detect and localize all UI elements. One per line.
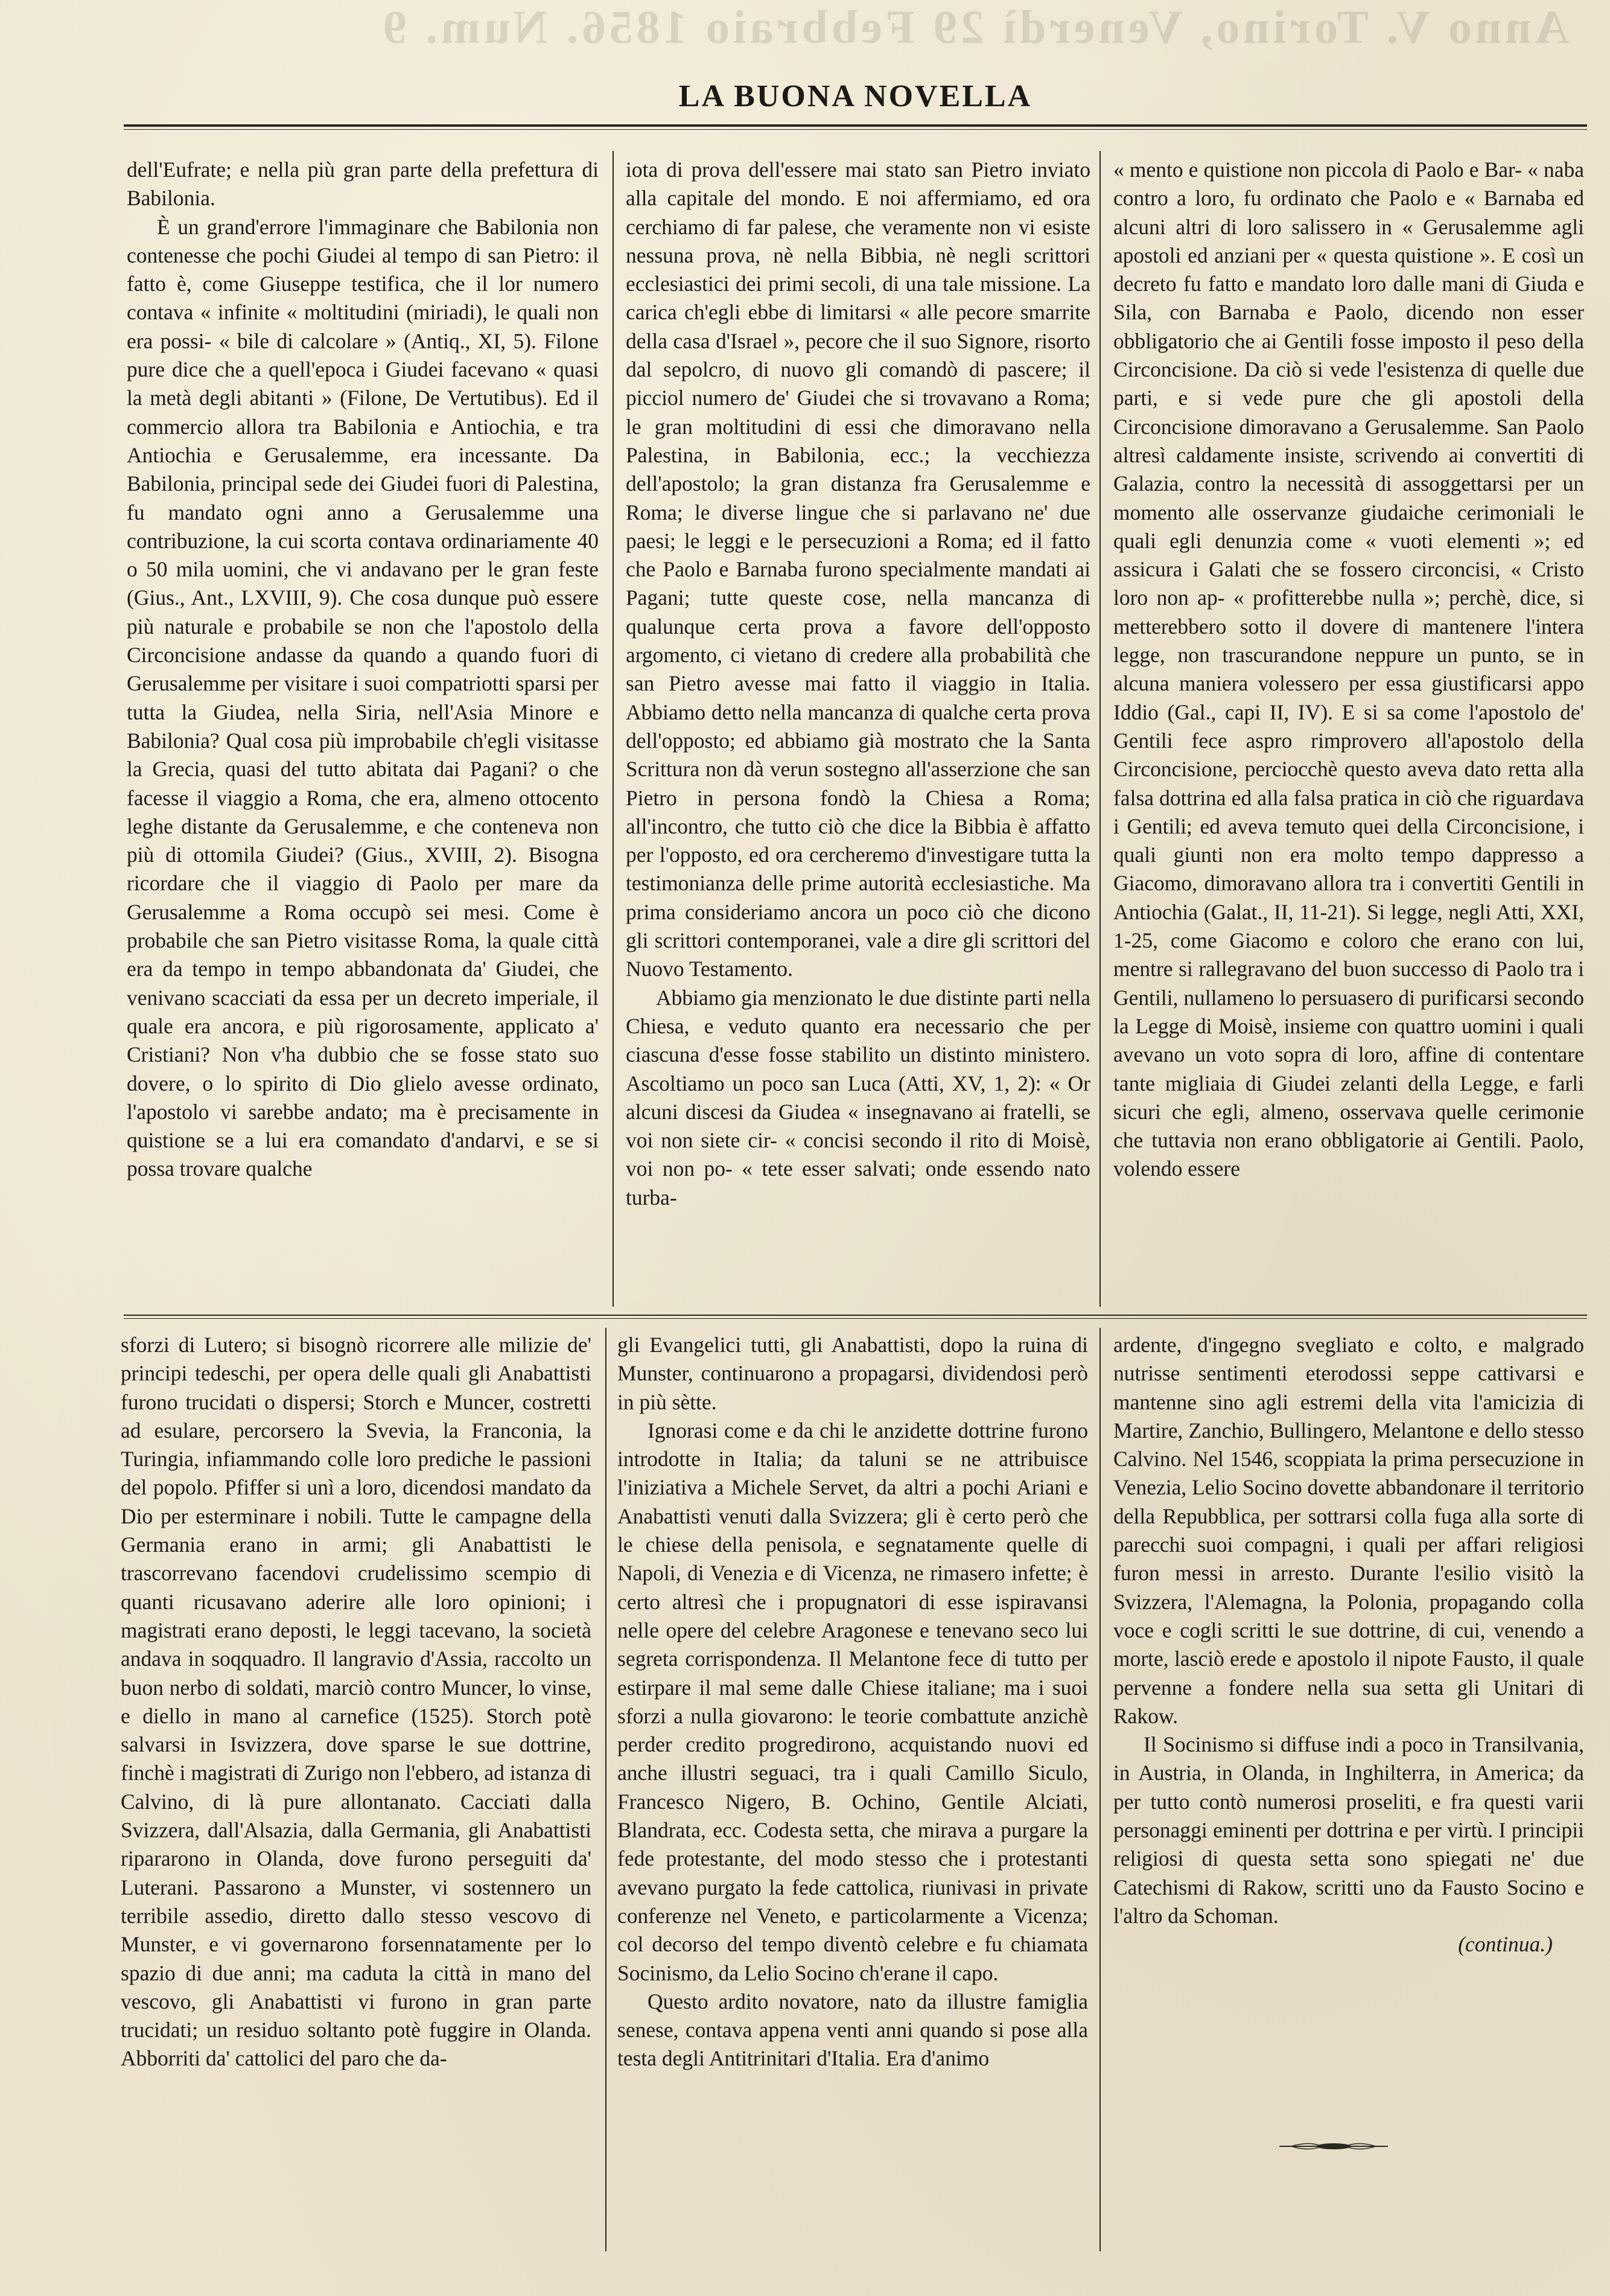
column-divider-lower-2 bbox=[1099, 1328, 1101, 2251]
bleed-through-header: Anno V. Torino, Venerdì 29 Febbraio 1856. Num. 9 bbox=[379, 1, 1569, 53]
paragraph: ardente, d'ingegno svegliato e colto, e malgrado nutrisse sentimenti eterodossi seppe cattivarsi e mantenne sino agli estremi della vita l'amicizia di Martire, Zanchio, Bullingero, Melantone e dello stesso Calvino. Nel 1546, scoppiata la prima persecuzione in Venezia, Lelio Socino dovette abbandonare il territorio della Repubblica, per sottrarsi colla fuga alla sorte di parecchi suoi compagni, i quali per affari religiosi furon messi in arresto. Durante l'esilio visitò la Svizzera, l'Alemagna, la Polonia, propagando colla voce e cogli scritti le sue dottrine, di cui, venendo a morte, lasciò erede e apostolo il nipote Fausto, il quale pervenne a fondere nella sua setta gli Unitari di Rakow. bbox=[1113, 1333, 1584, 1728]
upper-column-3 bbox=[1113, 156, 1584, 1184]
column-divider-upper-1 bbox=[612, 151, 614, 1307]
paragraph: Questo ardito novatore, nato da illustre famiglia senese, contava appena venti anni quando si pose alla testa degli Antitrinitari d'Italia. Era d'animo bbox=[617, 1989, 1088, 2071]
end-ornament bbox=[1279, 2140, 1388, 2153]
paragraph: dell'Eufrate; e nella più gran parte della prefettura di Babilonia. bbox=[127, 158, 599, 211]
paragraph: « mento e quistione non piccola di Paolo e Bar- « naba contro a loro, fu ordinato che Paolo e « Barnaba ed alcuni altri di loro salissero in « Gerusalemme agli apostoli ed anziani per « questa quistione ». E così un decreto fu fatto e mandato loro dalle mani di Giuda e Sila, con Barnaba e Paolo, dicendo non esser obbligatorio che ai Gentili fosse imposto il peso della Circoncisione. Da ciò si vede l'esistenza di quelle due parti, e si vede pure che gli apostoli della Circoncisione dimoravano a Gerusalemme. San Paolo altresì caldamente insiste, scrivendo ai convertiti di Galazia, contro la necessità di assoggettarsi per un momento alle osservanze giudaiche cerimoniali le quali egli denunzia come « vuoti elementi »; ed assicura i Galati che se fossero circoncisi, « Cristo loro non ap- « profitterebbe nulla »; perchè, dice, si metterebbero sotto il dovere di mantenere l'intera legge, non trascurandone neppure un punto, se in alcuna maniera volessero per essa giustificarsi appo Iddio (Gal., capi II, IV). E si sa come l'apostolo de' Gentili fece aspro rimprovero all'apostolo della Circoncisione, perciocchè questo aveva dato retta alla falsa dottrina ed alla falsa pratica in ciò che riguardava i Gentili; ed aveva temuto quei della Circoncisione, i quali giunti non era molto tempo dappresso a Giacomo, dimoravano allora tra i convertiti Gentili in Antiochia (Galat., II, 11-21). Si legge, negli Atti, XXI, 1-25, come Giacomo e coloro che erano con lui, mentre si rallegravano del buon successo di Paolo tra i Gentili, nullameno lo persuasero di purificarsi secondo la Legge di Moisè, insieme con quattro uomini i quali avevano un voto sopra di loro, affine di contentare tante migliaia di Giudei zelanti della Legge, e farli sicuri che egli, almeno, osservava quelle cerimonie che tuttavia non erano obbligatorie ai Gentili. Paolo, volendo essere bbox=[1113, 158, 1584, 1181]
paragraph: È un grand'errore l'immaginare che Babilonia non contenesse che pochi Giudei al tempo di san Pietro: il fatto è, come Giuseppe testifica, che il lor numero contava « infinite « moltitudini (miriadi), le quali non era possi- « bile di calcolare » (Antiq., XI, 5). Filone pure dice che a quell'epoca i Giudei facevano « quasi la metà degli abitanti » (Filone, De Vertutibus). Ed il commercio allora tra Babilonia e Antiochia, e tra Antiochia e Gerusalemme, era incessante. Da Babilonia, principal sede dei Giudei fuori di Palestina, fu mandato ogni anno a Gerusalemme una contribuzione, la cui scorta contava ordinariamente 40 o 50 mila uomini, che vi andavano per le gran feste (Gius., Ant., LXVIII, 9). Che cosa dunque può essere più naturale e probabile se non che l'apostolo della Circoncisione andasse da quando a quando fuori di Gerusalemme per visitare i suoi compatriotti sparsi per tutta la Giudea, nella Siria, nell'Asia Minore e Babilonia? Qual cosa più improbabile ch'egli visitasse la Grecia, quasi del tutto abitata dai Pagani? o che facesse il viaggio a Roma, che era, almeno ottocento leghe distante da Gerusalemme, e che conteneva non più di ottomila Giudei? (Gius., XVIII, 2). Bisogna ricordare che il viaggio di Paolo per mare da Gerusalemme a Roma occupò sei mesi. Come è probabile che san Pietro visitasse Roma, la quale città era da tempo in tempo abbandonata da' Giudei, che venivano scacciati da essa per un decreto imperiale, il quale era ancora, e più rigorosamente, applicato a' Cristiani? Non v'ha dubbio che se fosse stato suo dovere, o lo spirito di Dio glielo avesse ordinato, l'apostolo vi sarebbe andato; ma è precisamente in quistione se a lui era comandato d'andarvi, e se si possa trovare qualche bbox=[127, 214, 599, 1181]
section-rule bbox=[124, 1315, 1587, 1316]
masthead-title: LA BUONA NOVELLA bbox=[678, 79, 1032, 113]
paragraph: iota di prova dell'essere mai stato san Pietro inviato alla capitale del mondo. E noi affermiamo, ed ora cerchiamo di far palese, che veramente non vi esiste nessuna prova, nè nella Bibbia, nè negli scrittori ecclesiastici dei primi secoli, di una tale missione. La carica ch'egli ebbe di limitarsi « alle pecore smarrite della casa d'Israel », pecore che il suo Signore, risorto dal sepolcro, di nuovo gli comandò di pascere; il picciol numero de' Giudei che si trovavano a Roma; le gran moltitudini di essi che dimoravano nella Palestina, in Babilonia, ecc.; la vecchiezza dell'apostolo; la gran distanza fra Gerusalemme e Roma; le diverse lingue che si parlavano ne' due paesi; le leggi e le persecuzioni a Roma; ed il fatto che Paolo e Barnaba furono specialmente mandati ai Pagani; tutte queste cose, nella mancanza di qualunque certa prova a favore dell'opposto argomento, ci vietano di credere alla probabilità che san Pietro avesse mai fatto il viaggio in Italia. Abbiamo detto nella mancanza di qualche certa prova dell'opposto; ed abbiamo già mostrato che la Santa Scrittura non dà verun sostegno all'asserzione che san Pietro in persona fondò la Chiesa a Roma; all'incontro, che tutto ciò che dice la Bibbia è affatto per l'opposto, ed ora cercheremo d'investigare tutta la testimonianza delle prime autorità ecclesiastiche. Ma prima consideriamo ancora un poco ciò che dicono gli scrittori contemporanei, vale a dire gli scrittori del Nuovo Testamento. bbox=[626, 158, 1090, 981]
paragraph: sforzi di Lutero; si bisognò ricorrere alle milizie de' principi tedeschi, per opera delle quali gli Anabattisti furono trucidati o dispersi; Storch e Muncer, costretti ad esulare, percorsero la Svevia, la Franconia, la Turingia, infiammando colle loro prediche le passioni del popolo. Pfiffer si unì a loro, dicendosi mandato da Dio per esterminare i nobili. Tutte le campagne della Germania erano in armi; gli Anabattisti le trascorrevano facendovi crudelissimo scempio di quanti ricusavano aderire alle loro opinioni; i magistrati erano deposti, le leggi tacevano, la società andava in soqquadro. Il langravio d'Assia, raccolto un buon nerbo di soldati, marciò contro Muncer, lo vinse, e diello in mano al carnefice (1525). Storch potè salvarsi in Isvizzera, dove sparse le sue dottrine, finchè i magistrati di Zurigo non l'ebbero, ad istanza di Calvino, di là pure allontanato. Cacciati dalla Svizzera, dall'Alsazia, dalla Germania, gli Anabattisti ripararono in Olanda, dove furono perseguiti da' Luterani. Passarono a Munster, vi sostennero un terribile assedio, diretto dallo stesso vescovo di Munster, e vi governarono forsennatamente per lo spazio di due anni; ma caduta la città in mano del vescovo, gli Anabattisti vi furono in gran parte trucidati; un residuo soltanto potè fuggire in Olanda. Abborriti da' cattolici del paro che da- bbox=[121, 1333, 591, 2071]
paragraph: gli Evangelici tutti, gli Anabattisti, dopo la ruina di Munster, continuarono a propagarsi, dividendosi però in più sètte. bbox=[617, 1333, 1088, 1414]
upper-column-1 bbox=[127, 156, 599, 1184]
header-rule bbox=[124, 124, 1587, 127]
section-rule-thin bbox=[124, 1318, 1587, 1319]
lower-column-3-text bbox=[1113, 1331, 1584, 1930]
column-divider-lower-1 bbox=[605, 1328, 606, 2251]
column-divider-upper-2 bbox=[1099, 151, 1101, 1307]
lower-column-3 bbox=[1113, 1331, 1584, 1959]
lower-column-2 bbox=[617, 1331, 1088, 2073]
header-rule-thin bbox=[124, 129, 1587, 130]
lower-column-1 bbox=[121, 1331, 591, 2073]
paragraph: Abbiamo gia menzionato le due distinte parti nella Chiesa, e veduto quanto era necessario che per ciascuna d'esse fosse stabilito un distinto ministero. Ascoltiamo un poco san Luca (Atti, XV, 1, 2): « Or alcuni discesi da Giudea « insegnavano ai fratelli, se voi non siete cir- « concisi secondo il rito di Moisè, voi non po- « tete esser salvati; onde essendo nato turba- bbox=[626, 985, 1090, 1210]
paragraph: Ignorasi come e da chi le anzidette dottrine furono introdotte in Italia; da taluni se ne attribuisce l'iniziativa a Michele Servet, da altri a pochi Ariani e Anabattisti venuti dalla Svizzera; gli è certo però che le chiese della penisola, e segnatamente quelle di Napoli, di Venezia e di Vicenza, ne rimasero infette; è certo altresì che i propugnatori di esse ispiravansi nelle opere del celebre Aragonese e tenevano seco lui segreta corrispondenza. Il Melantone fece di tutto per estirpare il mal seme dalle Chiese italiane; ma i suoi sforzi a nulla giovarono: le teorie combattute anzichè perder credito progredirono, acquistando nuovi ed anche illustri seguaci, tra i quali Camillo Siculo, Francesco Nigero, B. Ochino, Gentile Alciati, Blandrata, ecc. Codesta setta, che mirava a purgare la fede protestante, del modo stesso che i protestanti avevano purgato la fede cattolica, riunivasi in private conferenze nel Veneto, e particolarmente a Vicenza; col decorso del tempo diventò celebre e fu chiamata Socinismo, da Lelio Socino ch'erane il capo. bbox=[617, 1418, 1088, 1985]
continua-label: (continua.) bbox=[1458, 1932, 1553, 1957]
upper-column-2 bbox=[626, 156, 1090, 1212]
paragraph: Il Socinismo si diffuse indi a poco in Transilvania, in Austria, in Olanda, in Inghilterra, in America; da per tutto contò numerosi proseliti, e fra questi varii personaggi eminenti per dottrina e per virtù. I principii religiosi di questa setta sono spiegati ne' due Catechismi di Rakow, scritti uno da Fausto Socino e l'altro da Schoman. bbox=[1113, 1732, 1584, 1928]
